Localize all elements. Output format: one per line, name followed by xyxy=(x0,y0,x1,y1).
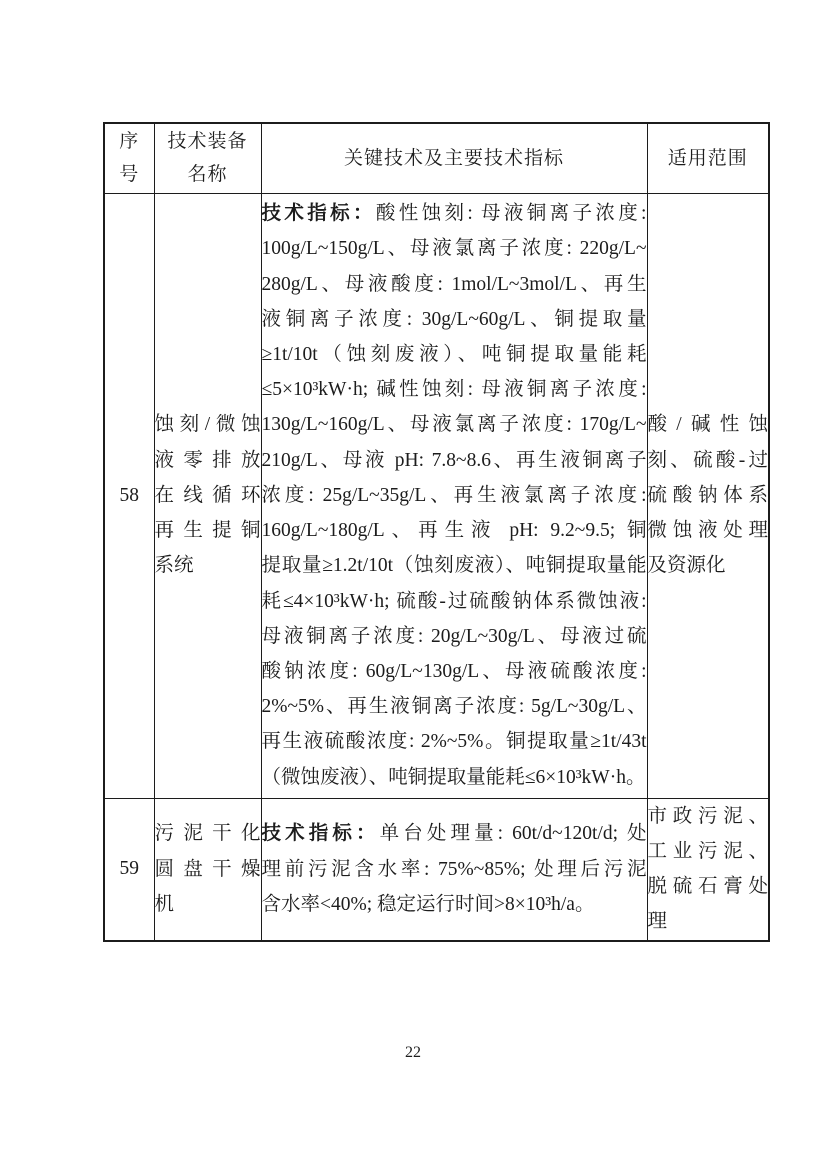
text-line: 含水率<40%; 稳定运行时间>8×10³h/a。 xyxy=(261,893,595,915)
indicator-cell xyxy=(261,798,647,941)
indicator-cell xyxy=(261,193,647,798)
indicator-intro: 酸性蚀刻: 母液铜离子浓度: xyxy=(375,203,647,225)
header-applicable-scope: 适用范围 xyxy=(647,123,769,193)
text-line: ≥1t/10t（蚀刻废液）、吨铜提取量能耗 xyxy=(261,344,647,366)
text-line: 刻、硫酸-过 xyxy=(647,449,768,471)
applicable-scope xyxy=(648,799,769,940)
applicable-scope xyxy=(648,407,769,583)
indicator-first-line xyxy=(262,816,647,851)
text-line: ≤5×10³kW·h; 碱性蚀刻: 母液铜离子浓度: xyxy=(261,379,647,401)
text-line: 工业污泥、 xyxy=(647,841,768,863)
indicator-text xyxy=(262,231,647,794)
text-line: 提取量≥1.2t/10t（蚀刻废液）、吨铜提取量能 xyxy=(261,555,647,577)
text-line: 100g/L~150g/L、母液氯离子浓度: 220g/L~ xyxy=(261,238,647,260)
equipment-name xyxy=(155,407,261,583)
text-line: 280g/L、母液酸度: 1mol/L~3mol/L、再生 xyxy=(261,273,647,295)
text-line: 理 xyxy=(647,911,668,933)
header-equipment-name: 技术装备名称 xyxy=(154,123,261,193)
equipment-name xyxy=(155,816,261,922)
text-line: 母液铜离子浓度: 20g/L~30g/L、母液过硫 xyxy=(261,625,647,647)
text-line: 机 xyxy=(154,893,175,915)
text-line: 耗≤4×10³kW·h; 硫酸-过硫酸钠体系微蚀液: xyxy=(261,590,647,612)
text-line: 液铜离子浓度: 30g/L~60g/L、铜提取量 xyxy=(261,308,647,330)
text-line: 脱硫石膏处 xyxy=(647,876,768,898)
text-line: 圆盘干燥 xyxy=(154,858,261,880)
applicable-scope-cell xyxy=(647,798,769,941)
text-line: 再生液硫酸浓度: 2%~5%。铜提取量≥1t/43t xyxy=(261,731,647,753)
text-line: 2%~5%、再生液铜离子浓度: 5g/L~30g/L、 xyxy=(261,696,647,718)
text-line: 市政污泥、 xyxy=(647,805,768,827)
text-line: 160g/L~180g/L、再生液 pH: 9.2~9.5; 铜 xyxy=(261,520,647,542)
text-line: 污泥干化 xyxy=(154,823,261,845)
indicator-label: 技术指标： xyxy=(261,822,380,845)
indicator-first-line xyxy=(262,196,647,231)
table-row-59 xyxy=(104,798,769,941)
table-header-row xyxy=(104,123,769,193)
text-line: 再生提铜 xyxy=(154,520,261,542)
applicable-scope-cell xyxy=(647,193,769,798)
text-line: 硫酸钠体系 xyxy=(647,484,768,506)
text-line: 酸钠浓度: 60g/L~130g/L、母液硫酸浓度: xyxy=(261,660,647,682)
header-serial-number: 序号 xyxy=(104,123,154,193)
header-key-indicators: 关键技术及主要技术指标 xyxy=(261,123,647,193)
text-line: 液零排放 xyxy=(154,449,261,471)
equipment-name-cell xyxy=(154,798,261,941)
text-line: 酸/碱性蚀 xyxy=(647,414,768,436)
text-line: 及资源化 xyxy=(647,555,726,577)
serial-number: 59 xyxy=(104,798,154,941)
text-line: 浓度: 25g/L~35g/L、再生液氯离子浓度: xyxy=(261,484,647,506)
page-number: 22 xyxy=(405,1044,421,1061)
text-line: 系统 xyxy=(154,555,194,577)
text-line: 理前污泥含水率: 75%~85%; 处理后污泥 xyxy=(261,858,647,880)
text-line: 蚀刻/微蚀 xyxy=(154,414,261,436)
equipment-name-cell xyxy=(154,193,261,798)
indicator-label: 技术指标： xyxy=(261,202,376,225)
spec-table xyxy=(103,122,770,942)
indicator-text xyxy=(262,852,647,922)
serial-number: 58 xyxy=(104,193,154,798)
text-line: 130g/L~160g/L、母液氯离子浓度: 170g/L~ xyxy=(261,414,647,436)
text-line: 微蚀液处理 xyxy=(647,520,768,542)
text-line: （微蚀废液）、吨铜提取量能耗≤6×10³kW·h。 xyxy=(261,766,646,788)
table-row-58 xyxy=(104,193,769,798)
text-line: 210g/L、母液 pH: 7.8~8.6、再生液铜离子 xyxy=(261,449,647,471)
indicator-intro: 单台处理量: 60t/d~120t/d; 处 xyxy=(379,823,647,845)
text-line: 在线循环 xyxy=(154,484,261,506)
